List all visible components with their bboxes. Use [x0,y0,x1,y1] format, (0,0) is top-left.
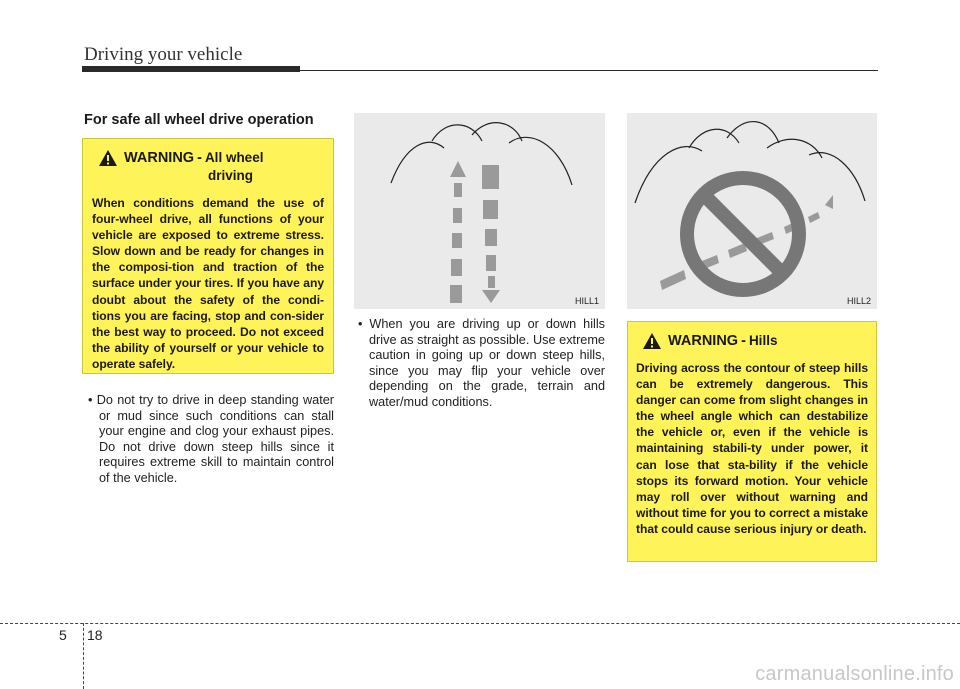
warning-label: WARNING [124,150,195,166]
warning-header [92,149,324,185]
warning-label: WARNING [668,333,739,349]
header-rule-thin [300,70,878,71]
bullet-item: • When you are driving up or down hills drive as straight as possible. Use extreme caution in going up or down steep hills, since you may flip your vehicle over depending on the grade, terrain and water/mud conditions. [358,317,605,409]
warning-dash: - [741,333,746,349]
warning-header [636,332,868,350]
chapter-number: 5 [59,627,67,643]
bullet-list-left [88,393,334,487]
figure-hill2 [627,113,877,309]
page-number: 18 [87,627,103,643]
warning-subject-line1: All wheel [204,150,264,165]
footer-divider [83,623,84,689]
warning-triangle-icon [98,149,118,167]
warning-subject-line2: driving [208,168,254,183]
bullet-item: • Do not try to drive in deep standing water or mud since such conditions can stall your engine and clog your exhaust pipes. Do not drive down steep hills since it requires extreme skill to maintain control of the vehicle. [88,393,334,485]
warning-body: When conditions demand the use of four-wheel drive, all functions of your vehicle are exposed to extreme stress. Slow down and be ready for changes in the composi-tion and traction of the surface under your tires. If you have any doubt about the safety of the condi-tions you are facing, stop and con-sider the best way to proceed. Do not exceed the ability of yourself or your vehicle to operate safely. [92,196,324,371]
warning-dash: - [197,150,202,166]
watermark: carmanualsonline.info [755,663,954,685]
figure-label-hill1: HILL1 [574,296,599,306]
warning-title [668,332,777,350]
figure-label-hill2: HILL2 [846,296,871,306]
figure-hill1 [354,113,605,309]
running-header: Driving your vehicle [84,44,243,65]
hill-across-prohibited-illustration [627,113,877,309]
warning-subject: Hills [748,333,778,348]
hill-straight-illustration [354,113,605,309]
warning-title [124,149,263,185]
warning-triangle-icon [642,332,662,350]
section-heading: For safe all wheel drive operation [84,112,314,128]
warning-box-hills [627,321,877,562]
header-rule-thick [82,66,300,72]
footer-rule [0,623,960,624]
bullet-list-middle [358,317,605,411]
warning-box-awd [82,138,334,374]
warning-body: Driving across the contour of steep hills can be extremely dangerous. This danger can come from slight changes in the wheel angle which can destabilize the vehicle or, even if the vehicle is maintaining stabili-ty under power, it can lose that sta-bility if the vehicle stops its forward motion. Your vehicle may roll over without warning and without time for you to correct a mistake that could cause serious injury or death. [636,361,868,536]
